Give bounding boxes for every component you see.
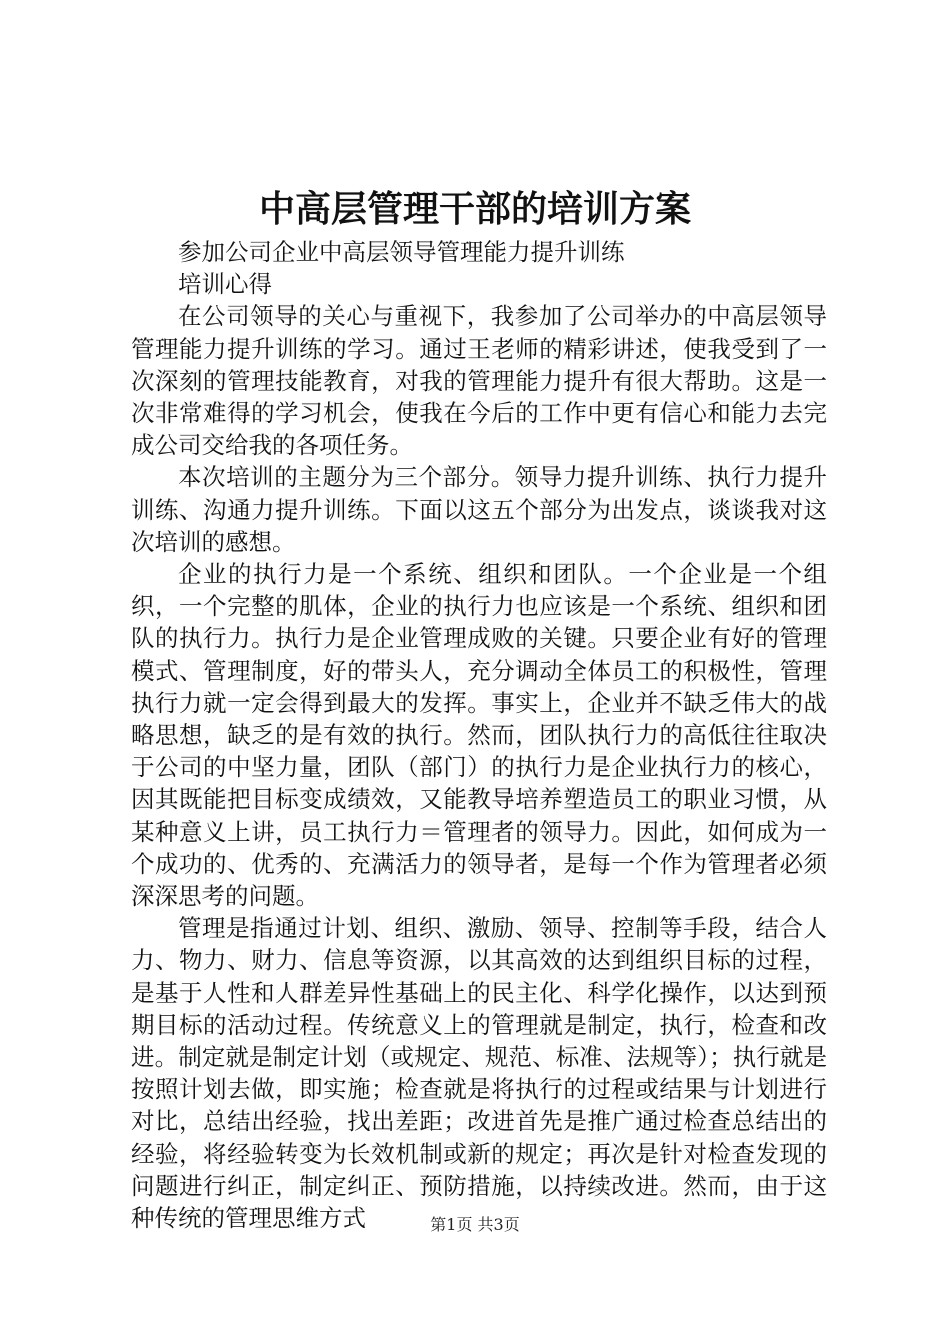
paragraph-management: 管理是指通过计划、组织、激励、领导、控制等手段，结合人力、物力、财力、信息等资源，以其高效的达到组织目标的过程，是基于人性和人群差异性基础上的民主化、科学化操作，以达到预期目标的活动过程。传统意义上的管理就是制定，执行，检查和改进。制定就是制定计划（或规定、规范、标准、法规等）；执行就是按照计划去做，即实施；检查就是将执行的过程或结果与计划进行对比，总结出经验，找出差距；改进首先是推广通过检查总结出的经验，将经验转变为长效机制或新的规定；再次是针对检查发现的问题进行纠正，制定纠正、预防措施，以持续改进。然而，由于这种传统的管理思维方式 — [131, 914, 827, 1233]
document-title: 中高层管理干部的培训方案 — [258, 188, 691, 230]
paragraph-subtitle: 参加公司企业中高层领导管理能力提升训练 — [178, 238, 625, 266]
paragraph-intro: 在公司领导的关心与重视下，我参加了公司举办的中高层领导管理能力提升训练的学习。通过王老师的精彩讲述，使我受到了一次深刻的管理技能教育，对我的管理能力提升有很大帮助。这是一次非常难得的学习机会，使我在今后的工作中更有信心和能力去完成公司交给我的各项任务。 — [131, 302, 827, 460]
paragraph-subtitle-2: 培训心得 — [178, 270, 272, 299]
document-body — [131, 236, 827, 1234]
page-footer: 第1页 共3页 — [430, 1215, 520, 1234]
paragraph-training-topics: 本次培训的主题分为三个部分。领导力提升训练、执行力提升训练、沟通力提升训练。下面以这五个部分为出发点，谈谈我对这次培训的感想。 — [131, 463, 827, 556]
paragraph-execution: 企业的执行力是一个系统、组织和团队。一个企业是一个组织，一个完整的肌体，企业的执行力也应该是一个系统、组织和团队的执行力。执行力是企业管理成败的关键。只要企业有好的管理模式、管理制度，好的带头人，充分调动全体员工的积极性，管理执行力就一定会得到最大的发挥。事实上，企业并不缺乏伟大的战略思想，缺乏的是有效的执行。然而，团队执行力的高低往往取决于公司的中坚力量，团队（部门）的执行力是企业执行力的核心，因其既能把目标变成绩效，又能教导培养塑造员工的职业习惯，从某种意义上讲，员工执行力＝管理者的领导力。因此，如何成为一个成功的、优秀的、充满活力的领导者，是每一个作为管理者必须深深思考的问题。 — [131, 560, 827, 911]
